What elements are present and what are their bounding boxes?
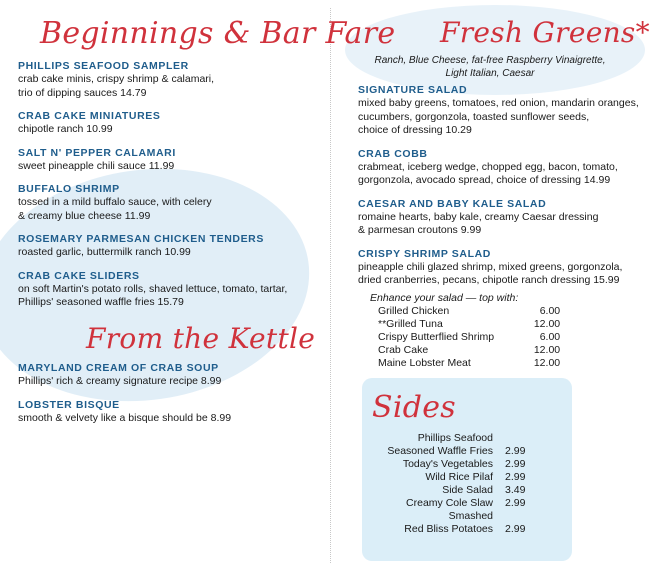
sides-table (380, 432, 545, 536)
side-price: 3.49 (505, 484, 526, 496)
side-price: 2.99 (505, 523, 526, 535)
table-row (380, 484, 545, 497)
table-row (380, 445, 545, 458)
dressing-line: Light Italian, Caesar (445, 68, 535, 79)
item-desc: Phillips' seasoned waffle fries 15.79 (18, 296, 184, 308)
item-desc: crabmeat, iceberg wedge, chopped egg, bacon, tomato, (358, 160, 618, 173)
side-name: Wild Rice Pilaf (425, 471, 493, 483)
item-desc: Phillips' rich & creamy signature recipe 8.99 (18, 375, 222, 387)
menu-item (18, 60, 328, 100)
table-row (378, 305, 560, 318)
enhance-name: Maine Lobster Meat (378, 357, 471, 369)
item-name: CRAB COBB (358, 147, 428, 160)
item-name: BUFFALO SHRIMP (18, 183, 120, 195)
item-name: CRAB CAKE MINIATURES (18, 110, 161, 122)
item-desc: chipotle ranch 10.99 (18, 123, 113, 135)
greens-list (358, 84, 648, 298)
table-row (380, 523, 545, 536)
menu-item (18, 183, 328, 223)
side-name: Creamy Cole Slaw (406, 497, 493, 509)
item-name: CAESAR AND BABY KALE SALAD (358, 197, 547, 210)
item-desc: sweet pineapple chili sauce 11.99 (18, 159, 175, 172)
menu-item (18, 110, 328, 137)
kettle-list (18, 362, 328, 435)
item-desc: dried cranberries, pecans, chipotle ranch dressing 15.99 (358, 274, 620, 286)
side-name: Today's Vegetables (402, 458, 493, 470)
enhance-name: **Grilled Tuna (378, 318, 443, 330)
side-name: Seasoned Waffle Fries (387, 445, 493, 457)
enhance-table (378, 305, 560, 370)
kettle-title: From the Kettle (86, 322, 316, 355)
enhance-price: 6.00 (539, 305, 561, 317)
item-desc: on soft Martin's potato rolls, shaved lettuce, tomato, tartar, (18, 282, 288, 295)
side-name: Phillips Seafood (417, 432, 493, 444)
item-desc: & creamy blue cheese 11.99 (18, 209, 151, 222)
item-name: CRAB CAKE SLIDERS (18, 269, 140, 282)
menu-item (18, 270, 328, 310)
item-desc: pineapple chili glazed shrimp, mixed greens, gorgonzola, (358, 260, 623, 273)
table-row (378, 357, 560, 370)
item-name: MARYLAND CREAM OF CRAB SOUP (18, 362, 219, 374)
sides-title: Sides (372, 390, 456, 425)
sides-list (380, 432, 545, 536)
table-row (380, 458, 545, 471)
enhance-name: Crab Cake (378, 344, 429, 356)
menu-item (358, 198, 648, 238)
menu-item (358, 84, 648, 138)
item-name: ROSEMARY PARMESAN CHICKEN TENDERS (18, 233, 264, 245)
table-row (378, 344, 560, 357)
side-name: Side Salad (442, 484, 493, 496)
enhance-price: 12.00 (533, 344, 561, 356)
table-row (380, 497, 545, 510)
greens-title: Fresh Greens* (440, 16, 650, 49)
menu-item (18, 147, 328, 174)
item-desc: cucumbers, gorgonzola, toasted sunflower seeds, (358, 110, 590, 123)
item-desc: gorgonzola, avocado spread, choice of dressing 14.99 (358, 174, 611, 186)
table-row (378, 331, 560, 344)
side-price: 2.99 (505, 471, 526, 483)
menu-item (18, 233, 328, 260)
item-desc: roasted garlic, buttermilk ranch 10.99 (18, 246, 191, 258)
side-price (493, 432, 545, 445)
enhance-salad (370, 292, 570, 370)
item-name: LOBSTER BISQUE (18, 398, 120, 411)
item-desc: crab cake minis, crispy shrimp & calamari, (18, 73, 215, 85)
dressing-line: Ranch, Blue Cheese, fat-free Raspberry Vinaigrette, (374, 55, 606, 66)
side-price: 2.99 (505, 458, 526, 470)
item-name: SALT N' PEPPER CALAMARI (18, 146, 176, 159)
item-desc: tossed in a mild buffalo sauce, with celery (18, 196, 212, 208)
item-desc: trio of dipping sauces 14.79 (18, 86, 147, 99)
enhance-name: Crispy Butterflied Shrimp (378, 331, 495, 343)
beginnings-title: Beginnings & Bar Fare (40, 16, 396, 51)
item-desc: smooth & velvety like a bisque should be 8.99 (18, 411, 232, 424)
item-desc: & parmesan croutons 9.99 (358, 224, 482, 236)
side-price (493, 510, 545, 523)
side-price: 2.99 (505, 445, 526, 457)
item-name: CRISPY SHRIMP SALAD (358, 247, 491, 260)
enhance-price: 6.00 (539, 331, 561, 343)
enhance-price: 12.00 (533, 357, 561, 369)
item-name: PHILLIPS SEAFOOD SAMPLER (18, 60, 189, 72)
dressing-options (340, 54, 640, 80)
item-name: SIGNATURE SALAD (358, 84, 468, 96)
item-desc: mixed baby greens, tomatoes, red onion, mandarin oranges, (358, 97, 639, 109)
column-divider (330, 8, 332, 563)
table-row (380, 432, 545, 445)
table-row (380, 510, 545, 523)
menu-item (18, 362, 328, 389)
table-row (378, 318, 560, 331)
menu-item (18, 399, 328, 426)
enhance-name: Grilled Chicken (378, 305, 450, 317)
item-desc: choice of dressing 10.29 (358, 124, 472, 136)
side-name: Smashed (448, 510, 493, 522)
menu-item (358, 248, 648, 288)
side-name: Red Bliss Potatoes (404, 523, 493, 535)
table-row (380, 471, 545, 484)
enhance-heading: Enhance your salad — top with: (370, 292, 519, 304)
enhance-price: 12.00 (533, 318, 561, 330)
menu-item (358, 148, 648, 188)
beginnings-list (18, 60, 328, 320)
item-desc: romaine hearts, baby kale, creamy Caesar dressing (358, 210, 599, 223)
side-price: 2.99 (505, 497, 526, 509)
